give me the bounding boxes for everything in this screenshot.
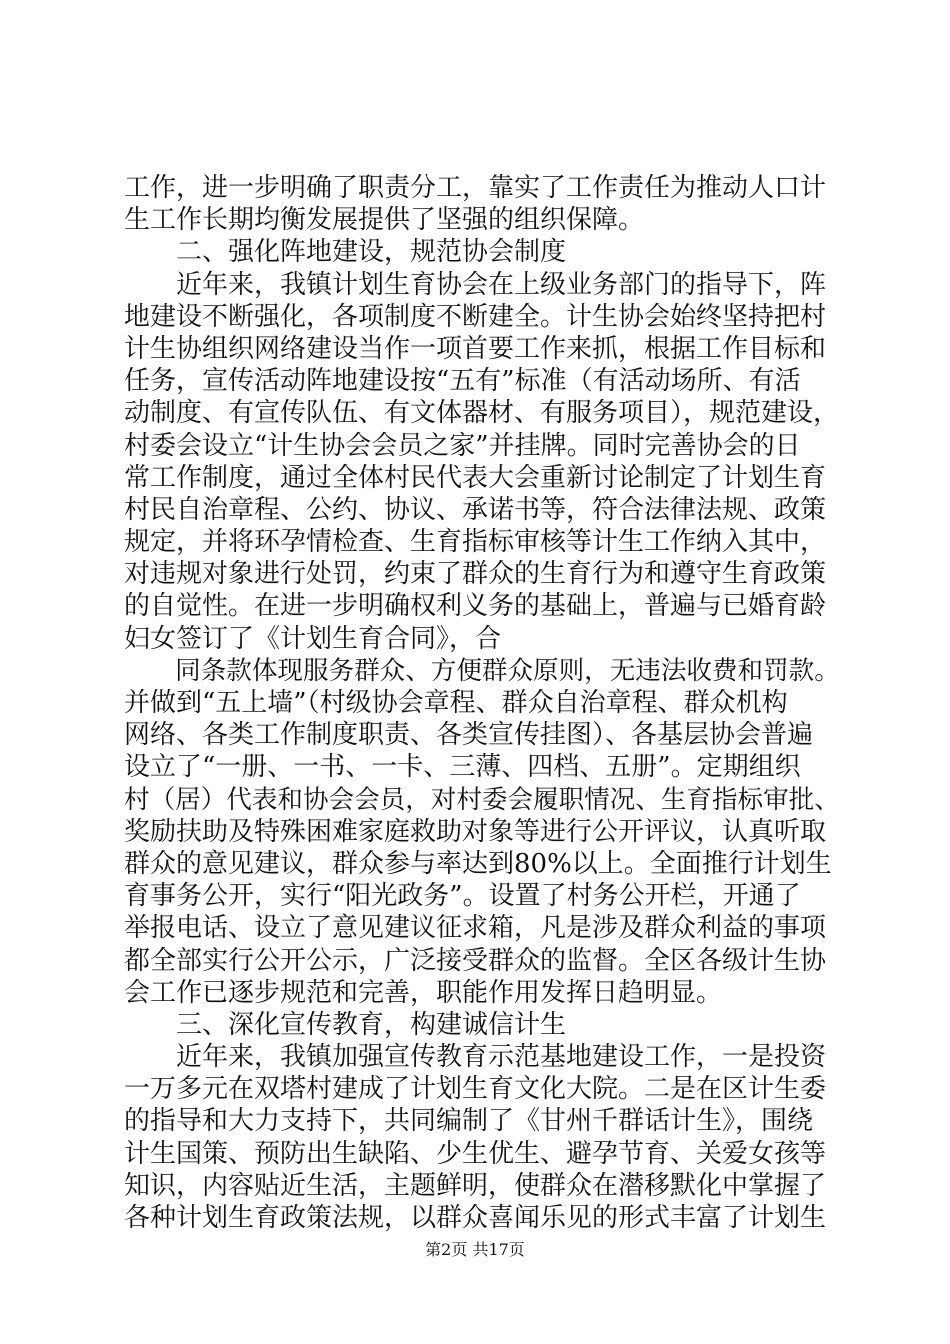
text-line: 的自觉性。在进一步明确权利义务的基础上，普遍与已婚育龄 [124,591,827,622]
text-line: 计生协组织网络建设当作一项首要工作来抓，根据工作目标和 [124,333,827,364]
document-body [124,172,840,1234]
text-line: 同条款体现服务群众、方便群众原则，无违法收费和罚款。 [124,655,840,686]
text-line: 计生国策、预防出生缺陷、少生优生、避孕节育、关爱女孩等 [124,1138,827,1169]
text-line: 对违规对象进行处罚，约束了群众的生育行为和遵守生育政策 [124,559,827,590]
text-line: 规定，并将环孕情检查、生育指标审核等计生工作纳入其中， [124,527,827,558]
text-line: 动制度、有宣传队伍、有文体器材、有服务项目），规范建设， [124,398,840,429]
text-line: 任务，宣传活动阵地建设按“五有”标准（有活动场所、有活 [124,366,801,397]
text-line: 一万多元在双塔村建成了计划生育文化大院。二是在区计生委 [124,1074,827,1105]
page-footer: 第2页 共17页 [425,1240,525,1259]
text-line: 奖励扶助及特殊困难家庭救助对象等进行公开评议，认真听取 [124,816,827,847]
text-line: 妇女签订了《计划生育合同》，合 [124,623,502,654]
text-line: 举报电话、设立了意见建议征求箱，凡是涉及群众利益的事项 [124,913,827,944]
text-line: 各种计划生育政策法规，以群众喜闻乐见的形式丰富了计划生 [124,1203,827,1233]
text-line: 常工作制度，通过全体村民代表大会重新讨论制定了计划生育 [124,462,827,493]
text-line: 网络、各类工作制度职责、各类宣传挂图）、各基层协会普遍 [124,720,814,751]
text-line: 的指导和大力支持下，共同编制了《甘州千群话计生》，围绕 [124,1106,814,1137]
text-line: 地建设不断强化，各项制度不断建全。计生协会始终坚持把村 [124,301,827,332]
text-line: 村民自治章程、公约、协议、承诺书等，符合法律法规、政策 [124,494,827,525]
text-line: 二、强化阵地建设，规范协会制度 [124,237,567,268]
text-line: 三、深化宣传教育，构建诚信计生 [124,1009,567,1040]
text-line: 知识，内容贴近生活，主题鲜明，使群众在潜移默化中掌握了 [124,1170,827,1201]
text-line: 并做到“五上墙”（村级协会章程、群众自治章程、群众机构 [124,688,788,718]
text-line: 设立了“一册、一书、一卡、三薄、四档、五册”。定期组织 [124,752,801,783]
text-line: 会工作已逐步规范和完善，职能作用发挥日趋明显。 [124,977,723,1008]
text-line: 近年来，我镇计划生育协会在上级业务部门的指导下，阵 [124,269,827,300]
text-line: 生工作长期均衡发展提供了坚强的组织保障。 [124,205,645,236]
text-line: 育事务公开，实行“阳光政务”。设置了村务公开栏，开通了 [124,881,801,912]
text-line: 村（居）代表和协会会员，对村委会履职情况、生育指标审批、 [124,784,840,815]
text-line: 近年来，我镇加强宣传教育示范基地建设工作，一是投资 [124,1042,827,1073]
text-line: 村委会设立“计生协会会员之家”并挂牌。同时完善协会的日 [124,430,801,461]
text-line: 群众的意见建议，群众参与率达到80%以上。全面推行计划生 [124,848,832,879]
text-line: 工作，进一步明确了职责分工，靠实了工作责任为推动人口计 [124,173,827,203]
text-line: 都全部实行公开公示，广泛接受群众的监督。全区各级计生协 [124,945,827,976]
